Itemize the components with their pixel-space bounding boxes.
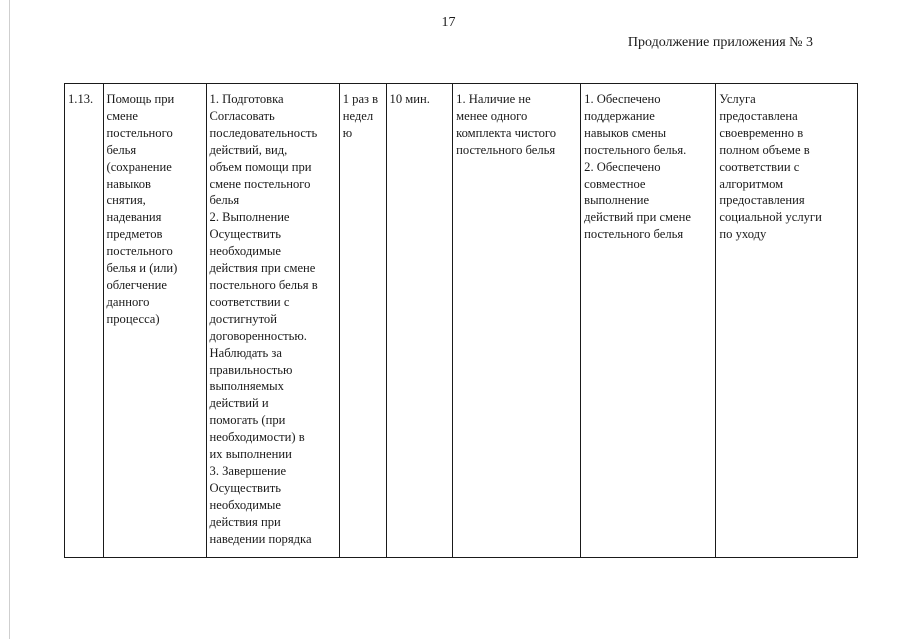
cell-text-line: необходимости) в bbox=[209, 430, 305, 445]
appendix-continuation-note: Продолжение приложения № 3 bbox=[627, 35, 813, 50]
cell-quality-indicators bbox=[581, 84, 716, 558]
cell-text-line: белья и (или) bbox=[106, 261, 178, 276]
cell-text-line: комплекта чистого bbox=[456, 125, 557, 140]
cell-text-line: постельного bbox=[106, 244, 173, 259]
cell-text-line: совместное bbox=[584, 176, 646, 191]
cell-text-line: соответствии с bbox=[719, 159, 800, 174]
cell-duration bbox=[386, 84, 453, 558]
page-number: 17 bbox=[441, 15, 456, 30]
cell-number bbox=[65, 84, 104, 558]
service-table bbox=[64, 83, 858, 558]
cell-text-line: наведении порядка bbox=[209, 531, 312, 546]
cell-text-line: навыков смены bbox=[584, 125, 667, 140]
cell-text-line: постельного белья. bbox=[584, 142, 687, 157]
scan-edge-line bbox=[9, 0, 10, 639]
cell-text-line: 2. Выполнение bbox=[209, 210, 290, 225]
cell-text-line: необходимые bbox=[209, 244, 281, 259]
cell-text-line: своевременно в bbox=[719, 125, 804, 140]
cell-evaluation bbox=[716, 84, 858, 558]
cell-text-line: 1. Подготовка bbox=[209, 92, 284, 106]
cell-text-line: выполняемых bbox=[209, 379, 284, 394]
cell-text-line: 10 мин. bbox=[389, 92, 430, 106]
cell-text-line: навыков bbox=[106, 176, 151, 191]
cell-text-line: 3. Завершение bbox=[209, 463, 287, 478]
cell-text-line: надевания bbox=[106, 210, 162, 225]
cell-text-line: алгоритмом bbox=[719, 176, 784, 191]
cell-text-line: выполнение bbox=[584, 193, 650, 208]
row-number: 1.13. bbox=[68, 92, 94, 106]
cell-text-line: ю bbox=[342, 125, 353, 140]
cell-text-line: 1. Обеспечено bbox=[584, 92, 661, 106]
cell-text-line: облегчение bbox=[106, 277, 167, 292]
cell-text-line: действия при смене bbox=[209, 261, 316, 276]
cell-service-name bbox=[103, 84, 206, 558]
cell-text-line: предоставлена bbox=[719, 108, 798, 123]
cell-text-line: предметов bbox=[106, 227, 163, 242]
cell-text-line: постельного bbox=[106, 125, 173, 140]
cell-text-line: смене bbox=[106, 108, 138, 123]
cell-text-line: процесса) bbox=[106, 311, 160, 326]
cell-text-line: белья bbox=[106, 142, 137, 157]
cell-text-line: постельного белья bbox=[584, 227, 684, 242]
cell-text-line: поддержание bbox=[584, 108, 655, 123]
cell-text-line: действий и bbox=[209, 396, 269, 411]
cell-text-line: 2. Обеспечено bbox=[584, 159, 661, 174]
table-row bbox=[65, 84, 858, 558]
cell-text-line: Осуществить bbox=[209, 480, 281, 495]
cell-text-line: достигнутой bbox=[209, 311, 277, 326]
cell-text-line: постельного белья в bbox=[209, 277, 318, 292]
cell-text-line: по уходу bbox=[719, 227, 767, 242]
cell-conditions bbox=[453, 84, 581, 558]
cell-text-line: их выполнении bbox=[209, 447, 292, 462]
cell-text-line: снятия, bbox=[106, 193, 146, 208]
cell-text-line: недел bbox=[342, 108, 374, 123]
cell-text-line: постельного белья bbox=[456, 142, 556, 157]
cell-text-line: белья bbox=[209, 193, 240, 208]
cell-text-line: Помощь при bbox=[106, 92, 175, 106]
cell-text-line: 1. Наличие не bbox=[456, 92, 531, 106]
cell-text-line: действий, вид, bbox=[209, 142, 288, 157]
cell-service-content bbox=[206, 84, 339, 558]
cell-text-line: Согласовать bbox=[209, 108, 275, 123]
cell-text-line: последовательность bbox=[209, 125, 318, 140]
cell-text-line: действий при смене bbox=[584, 210, 691, 225]
cell-text-line: Услуга bbox=[719, 92, 756, 106]
cell-text-line: необходимые bbox=[209, 497, 281, 512]
cell-text-line: объем помощи при bbox=[209, 159, 312, 174]
cell-text-line: смене постельного bbox=[209, 176, 311, 191]
cell-text-line: менее одного bbox=[456, 108, 528, 123]
cell-frequency bbox=[339, 84, 386, 558]
cell-text-line: 1 раз в bbox=[342, 92, 379, 106]
cell-text-line: социальной услуги bbox=[719, 210, 822, 225]
cell-text-line: помогать (при bbox=[209, 413, 286, 428]
cell-text-line: полном объеме в bbox=[719, 142, 810, 157]
cell-text-line: Наблюдать за bbox=[209, 345, 282, 360]
cell-text-line: (сохранение bbox=[106, 159, 172, 174]
cell-text-line: договоренностью. bbox=[209, 328, 307, 343]
cell-text-line: предоставления bbox=[719, 193, 805, 208]
cell-text-line: данного bbox=[106, 294, 150, 309]
cell-text-line: соответствии с bbox=[209, 294, 290, 309]
cell-text-line: правильностью bbox=[209, 362, 293, 377]
cell-text-line: Осуществить bbox=[209, 227, 281, 242]
cell-text-line: действия при bbox=[209, 514, 281, 529]
